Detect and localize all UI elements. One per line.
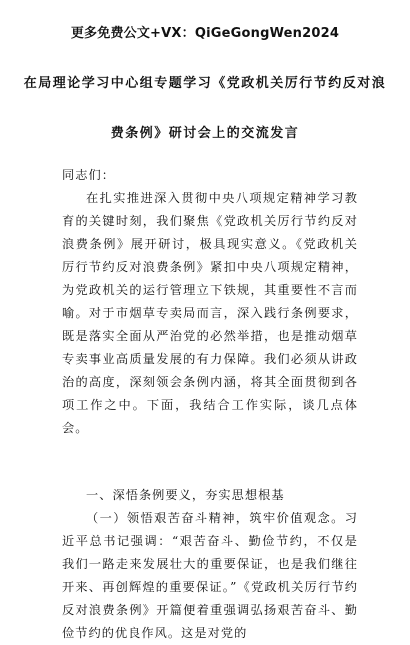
intro-paragraph: 在扎实推进深入贯彻中央八项规定精神学习教育的关键时刻，我们聚焦《党政机关厉行节约反对浪费条例》展开研讨，极具现实意义。《党政机关厉行节约反对浪费条例》紧扣中央八项规定精神，为党政机关的运行管理立下铁规，其重要性不言而喻。对于市烟草专卖局而言，深入践行条例要求，既是落实全面从严治党的必然举措，也是推动烟草专卖事业高质量发展的有力保障。我们必须从讲政治的高度，深刻领会条例内涵，将其全面贯彻到各项工作之中。下面，我结合工作实际，谈几点体会。 <box>62 191 358 435</box>
section-heading-1: 一、深悟条例要义，夯实思想根基 <box>86 488 285 502</box>
salutation: 同志们： <box>62 168 115 182</box>
promo-header: 更多免费公文+VX：QiGeGongWen2024 <box>70 26 340 41</box>
document-title-line-1: 在局理论学习中心组专题学习《党政机关厉行节约反对浪 <box>23 76 387 91</box>
section-1-paragraph-1: （一）领悟艰苦奋斗精神，筑牢价值观念。习近平总书记强调：“艰苦奋斗、勤俭节约，不仅是我们一路走来发展壮大的重要保证，也是我们继往开来、再创辉煌的重要保证。”《党政机关厉行节约反对浪费条例》开篇便着重强调弘扬艰苦奋斗、勤俭节约的优良作风。这是对党的 <box>62 511 358 640</box>
document-title-line-2: 费条例》研讨会上的交流发言 <box>110 126 300 141</box>
